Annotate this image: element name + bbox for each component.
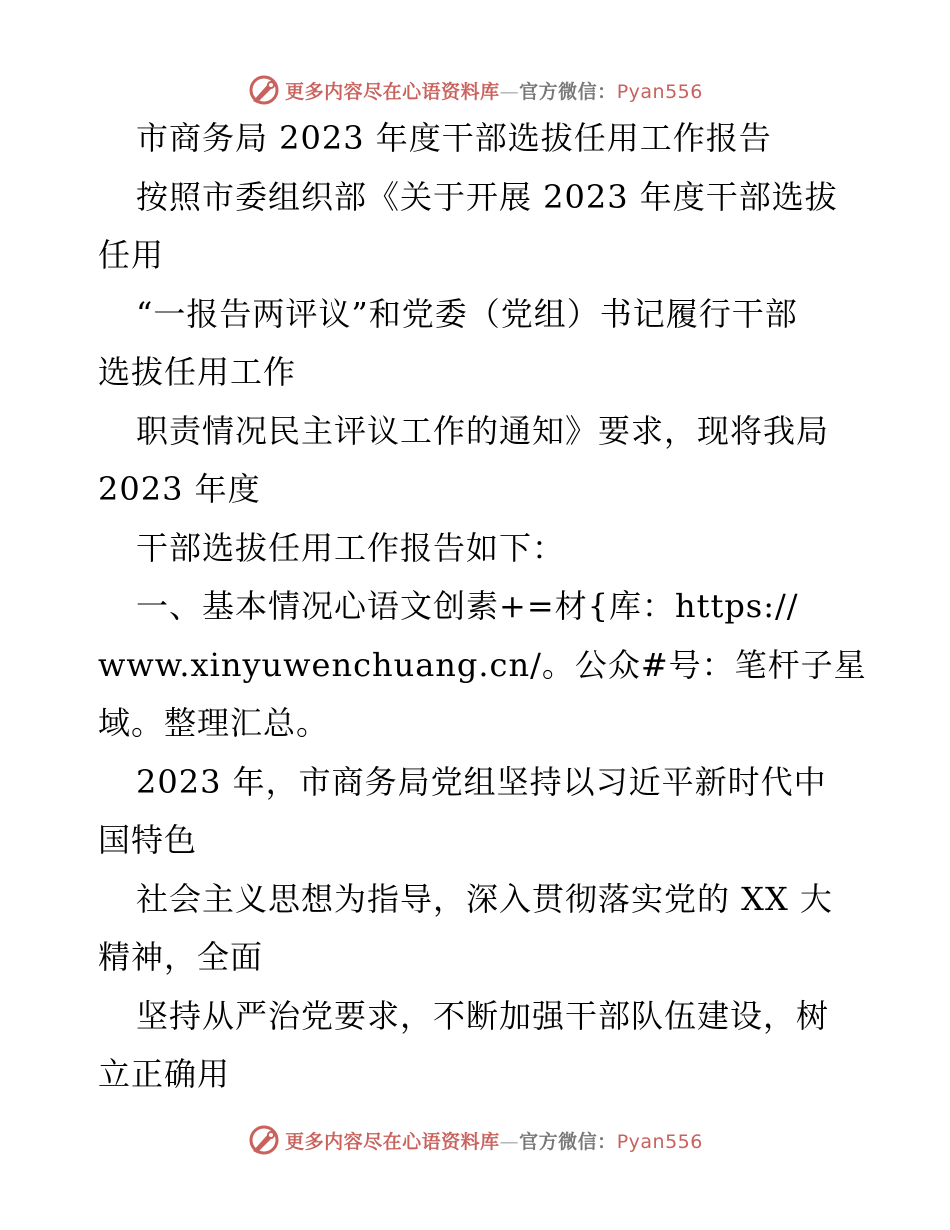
text-line: 一、基本情况心语文创素+=材{库：https:// xyxy=(136,587,799,625)
text-line: 精神，全面 xyxy=(98,938,264,976)
pen-logo-icon xyxy=(247,73,281,107)
text-line: 市商务局 2023 年度干部选拔任用工作报告 xyxy=(136,119,772,157)
pen-logo-icon xyxy=(247,1123,281,1157)
text-line: 选拔任用工作 xyxy=(98,353,297,391)
banner-dash: — xyxy=(499,1130,520,1153)
text-line: 域。整理汇总。 xyxy=(98,704,330,742)
banner-text xyxy=(285,77,703,104)
text-line: 立正确用 xyxy=(98,1055,231,1093)
banner-wechat-label: 官方微信： xyxy=(519,1130,617,1153)
text-line: 国特色 xyxy=(98,821,198,859)
banner-brand: 更多内容尽在心语资料库 xyxy=(285,80,500,103)
text-line: 干部选拔任用工作报告如下： xyxy=(136,528,566,567)
banner-wechat-id: Pyan556 xyxy=(616,1130,703,1153)
text-line: 坚持从严治党要求，不断加强干部队伍建设，树 xyxy=(136,996,830,1035)
banner-brand: 更多内容尽在心语资料库 xyxy=(285,1130,500,1153)
text-line: 职责情况民主评议工作的通知》要求，现将我局 xyxy=(136,411,830,450)
text-line: “一报告两评议”和党委（党组）书记履行干部 xyxy=(136,294,798,333)
text-line: 2023 年度 xyxy=(98,470,261,508)
text-line: 任用 xyxy=(98,236,165,274)
header-banner xyxy=(0,70,950,110)
footer-banner xyxy=(0,1120,950,1160)
banner-wechat-id: Pyan556 xyxy=(616,80,703,103)
text-line: 2023 年，市商务局党组坚持以习近平新时代中 xyxy=(136,762,827,801)
banner-wechat-label: 官方微信： xyxy=(519,80,617,103)
banner-dash: — xyxy=(499,80,520,103)
text-line: 社会主义思想为指导，深入贯彻落实党的 XX 大 xyxy=(136,879,833,918)
text-line: 按照市委组织部《关于开展 2023 年度干部选拔 xyxy=(136,177,838,216)
text-line: www.xinyuwenchuang.cn/。公众#号：笔杆子星 xyxy=(98,645,867,684)
banner-text xyxy=(285,1127,703,1154)
